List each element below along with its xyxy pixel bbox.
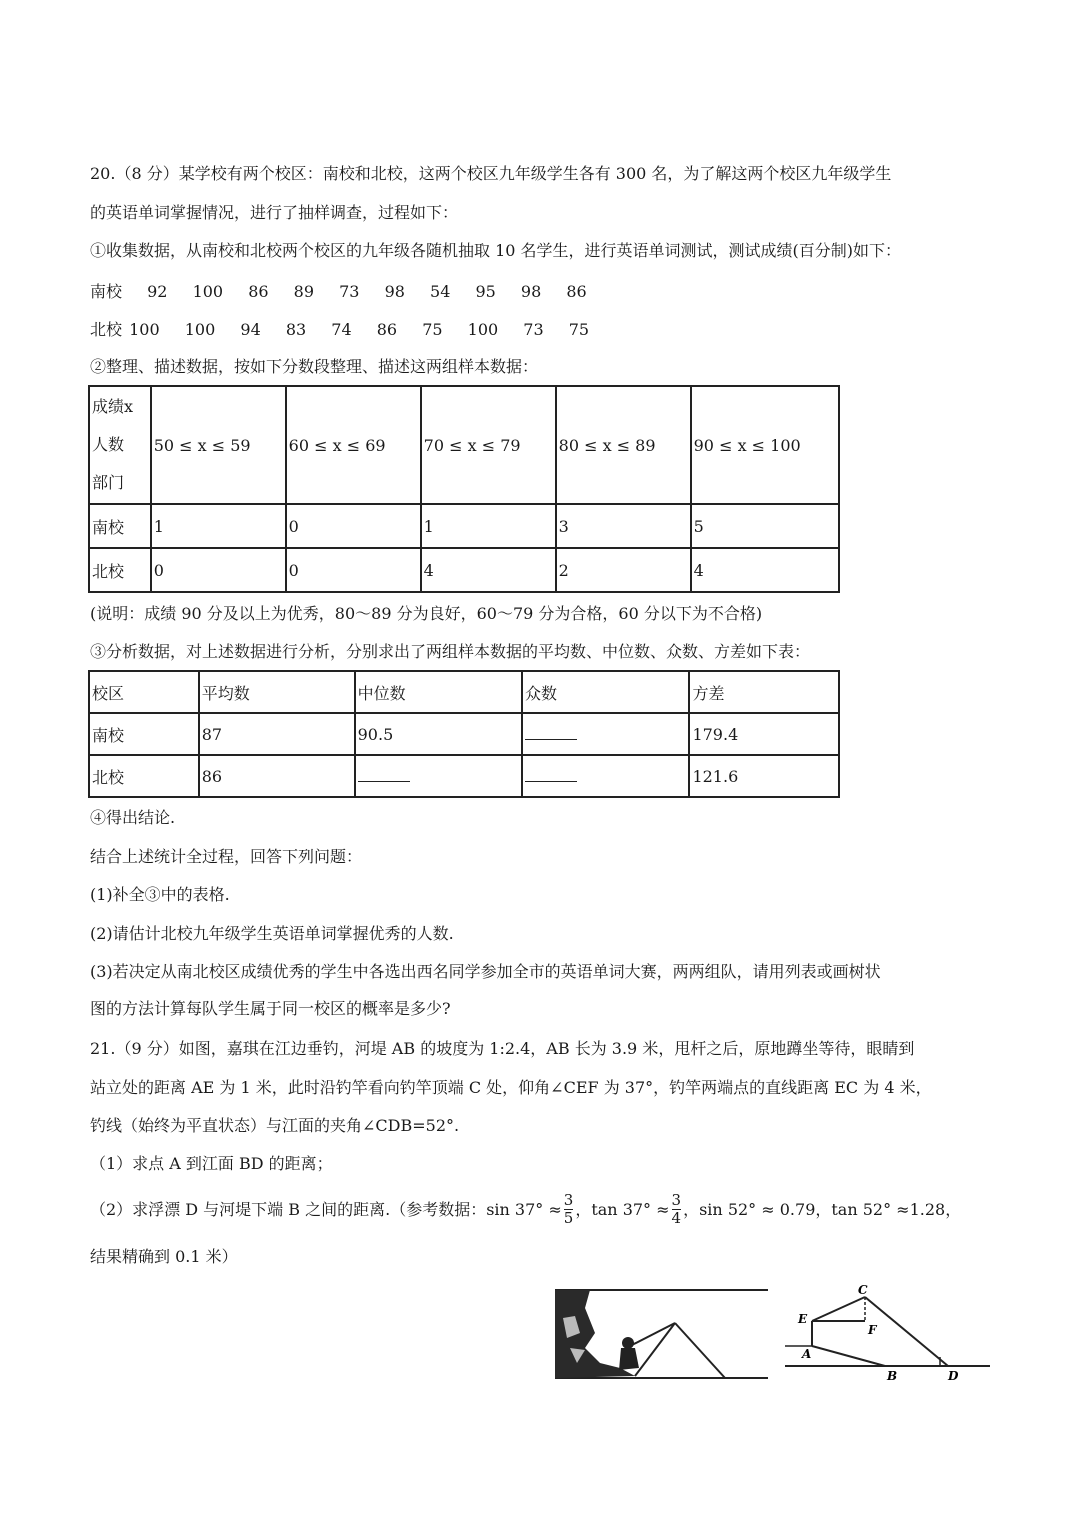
table-row — [89, 504, 839, 548]
geometry-diagram — [780, 1283, 995, 1383]
column-header: 中位数 — [355, 671, 522, 713]
count-cell: 3 — [556, 504, 691, 548]
table-row — [89, 548, 839, 592]
q20-part2: (2)请估计北校九年级学生英语单词掌握优秀的人数. — [90, 924, 454, 943]
mode-cell — [522, 755, 689, 797]
answer-blank — [525, 767, 577, 782]
fishing-photo — [555, 1288, 770, 1380]
count-cell: 4 — [421, 548, 556, 592]
label-D: D — [948, 1369, 959, 1383]
score: 86 — [248, 282, 269, 301]
part2-text: ，sin 52° ≈ 0.79，tan 52° ≈1.28， — [683, 1199, 962, 1219]
score: 86 — [566, 282, 587, 301]
corner-dept: 部门 — [92, 473, 125, 492]
q21-line1: 21.（9 分）如图，嘉琪在江边垂钓，河堤 AB 的坡度为 1:2.4，AB 长为 3.9 米，甩杆之后，原地蹲坐等待，眼睛到 — [90, 1039, 915, 1058]
north-label: 北校 — [90, 320, 123, 339]
count-cell: 0 — [286, 548, 421, 592]
count-cell: 4 — [691, 548, 839, 592]
denominator: 4 — [671, 1209, 682, 1227]
column-header: 众数 — [522, 671, 689, 713]
median-cell — [355, 755, 522, 797]
row-label: 北校 — [89, 548, 151, 592]
column-header: 校区 — [89, 671, 199, 713]
range-header: 70 ≤ x ≤ 79 — [421, 386, 556, 504]
score: 100 — [467, 320, 499, 339]
q20-part1: (1)补全③中的表格. — [90, 885, 230, 904]
segment-EC — [812, 1297, 865, 1321]
score: 86 — [376, 320, 398, 339]
score: 73 — [339, 282, 360, 301]
q21-part2-end: 结果精确到 0.1 米） — [90, 1247, 238, 1266]
score: 74 — [331, 320, 352, 339]
row-label: 南校 — [89, 504, 151, 548]
mode-cell — [522, 713, 689, 755]
rod-line — [630, 1323, 675, 1346]
embankment-AB — [812, 1346, 885, 1366]
q21-part2 — [90, 1192, 961, 1227]
corner-count: 人数 — [92, 435, 125, 454]
label-E: E — [798, 1312, 808, 1326]
variance-cell: 121.6 — [689, 755, 839, 797]
label-B: B — [887, 1369, 898, 1383]
count-cell: 0 — [151, 548, 286, 592]
score: 75 — [568, 320, 590, 339]
tan37-fraction — [672, 1192, 682, 1227]
south-scores-row — [90, 279, 607, 302]
south-label: 南校 — [90, 282, 123, 301]
count-cell: 2 — [556, 548, 691, 592]
numerator: 3 — [563, 1191, 574, 1209]
range-header: 60 ≤ x ≤ 69 — [286, 386, 421, 504]
score: 92 — [147, 282, 168, 301]
score: 98 — [520, 282, 542, 301]
count-cell: 0 — [286, 504, 421, 548]
count-cell: 1 — [151, 504, 286, 548]
score: 100 — [184, 320, 216, 339]
q20-part3-line2: 图的方法计算每队学生属于同一校区的概率是多少? — [90, 999, 451, 1018]
numerator: 3 — [671, 1191, 682, 1209]
q20-line2: 的英语单词掌握情况，进行了抽样调查，过程如下： — [90, 203, 459, 222]
score: 89 — [293, 282, 315, 301]
table-row — [89, 755, 839, 797]
grade-note: (说明：成绩 90 分及以上为优秀，80～89 分为良好，60～79 分为合格，60 分以下为不合格) — [90, 604, 763, 623]
mean-cell: 87 — [199, 713, 355, 755]
frequency-table — [88, 385, 840, 593]
q21-line3: 钓线（始终为平直状态）与江面的夹角∠CDB=52°. — [90, 1116, 460, 1135]
label-C: C — [858, 1283, 868, 1297]
corner-cell — [89, 386, 151, 504]
score: 100 — [129, 320, 160, 339]
mean-cell: 86 — [199, 755, 355, 797]
score: 54 — [430, 282, 451, 301]
score: 100 — [192, 282, 224, 301]
column-header: 方差 — [689, 671, 839, 713]
variance-cell: 179.4 — [689, 713, 839, 755]
denominator: 5 — [563, 1209, 574, 1227]
range-header: 90 ≤ x ≤ 100 — [691, 386, 839, 504]
answer-blank — [358, 767, 410, 782]
corner-score: 成绩x — [92, 397, 134, 416]
sin37-fraction — [564, 1192, 574, 1227]
count-cell: 1 — [421, 504, 556, 548]
median-cell: 90.5 — [355, 713, 522, 755]
q20-intro: 结合上述统计全过程，回答下列问题： — [90, 847, 363, 866]
school-cell: 北校 — [89, 755, 199, 797]
q21-part1: （1）求点 A 到江面 BD 的距离； — [90, 1154, 333, 1173]
fishing-line-CD — [865, 1297, 948, 1366]
fisher-figure — [622, 1337, 634, 1349]
range-header: 80 ≤ x ≤ 89 — [556, 386, 691, 504]
q21-line2: 站立处的距离 AE 为 1 米，此时沿钓竿看向钓竿顶端 C 处，仰角∠CEF 为 37°，钓竿两端点的直线距离 EC 为 4 米， — [90, 1078, 932, 1097]
count-cell: 5 — [691, 504, 839, 548]
q20-step1: ①收集数据，从南校和北校两个校区的九年级各随机抽取 10 名学生，进行英语单词测试，测试成绩(百分制)如下： — [90, 241, 902, 260]
fishing-line — [675, 1323, 725, 1378]
q20-step2: ②整理、描述数据，按如下分数段整理、描述这两组样本数据： — [90, 357, 539, 376]
answer-blank — [525, 725, 577, 740]
label-F: F — [868, 1323, 877, 1337]
column-header: 平均数 — [199, 671, 355, 713]
score: 98 — [384, 282, 405, 301]
q20-step3: ③分析数据，对上述数据进行分析，分别求出了两组样本数据的平均数、中位数、众数、方差如下表： — [90, 642, 811, 661]
score: 83 — [285, 320, 307, 339]
statistics-table — [88, 670, 840, 798]
table-row — [89, 713, 839, 755]
q20-line1: 20.（8 分）某学校有两个校区：南校和北校，这两个校区九年级学生各有 300 名，为了解这两个校区九年级学生 — [90, 164, 892, 183]
q20-step4: ④得出结论. — [90, 808, 176, 827]
part2-text: ，tan 37° ≈ — [575, 1199, 670, 1219]
label-A: A — [802, 1347, 812, 1361]
part2-text: （2）求浮漂 D 与河堤下端 B 之间的距离.（参考数据：sin 37° ≈ — [90, 1199, 562, 1219]
score: 73 — [523, 320, 544, 339]
range-header: 50 ≤ x ≤ 59 — [151, 386, 286, 504]
score: 95 — [475, 282, 496, 301]
score: 94 — [240, 320, 261, 339]
q20-part3-line1: (3)若决定从南北校区成绩优秀的学生中各选出西名同学参加全市的英语单词大赛，两两组队，请用列表或画树状 — [90, 962, 881, 981]
north-scores-row — [90, 317, 609, 340]
school-cell: 南校 — [89, 713, 199, 755]
score: 75 — [422, 320, 443, 339]
